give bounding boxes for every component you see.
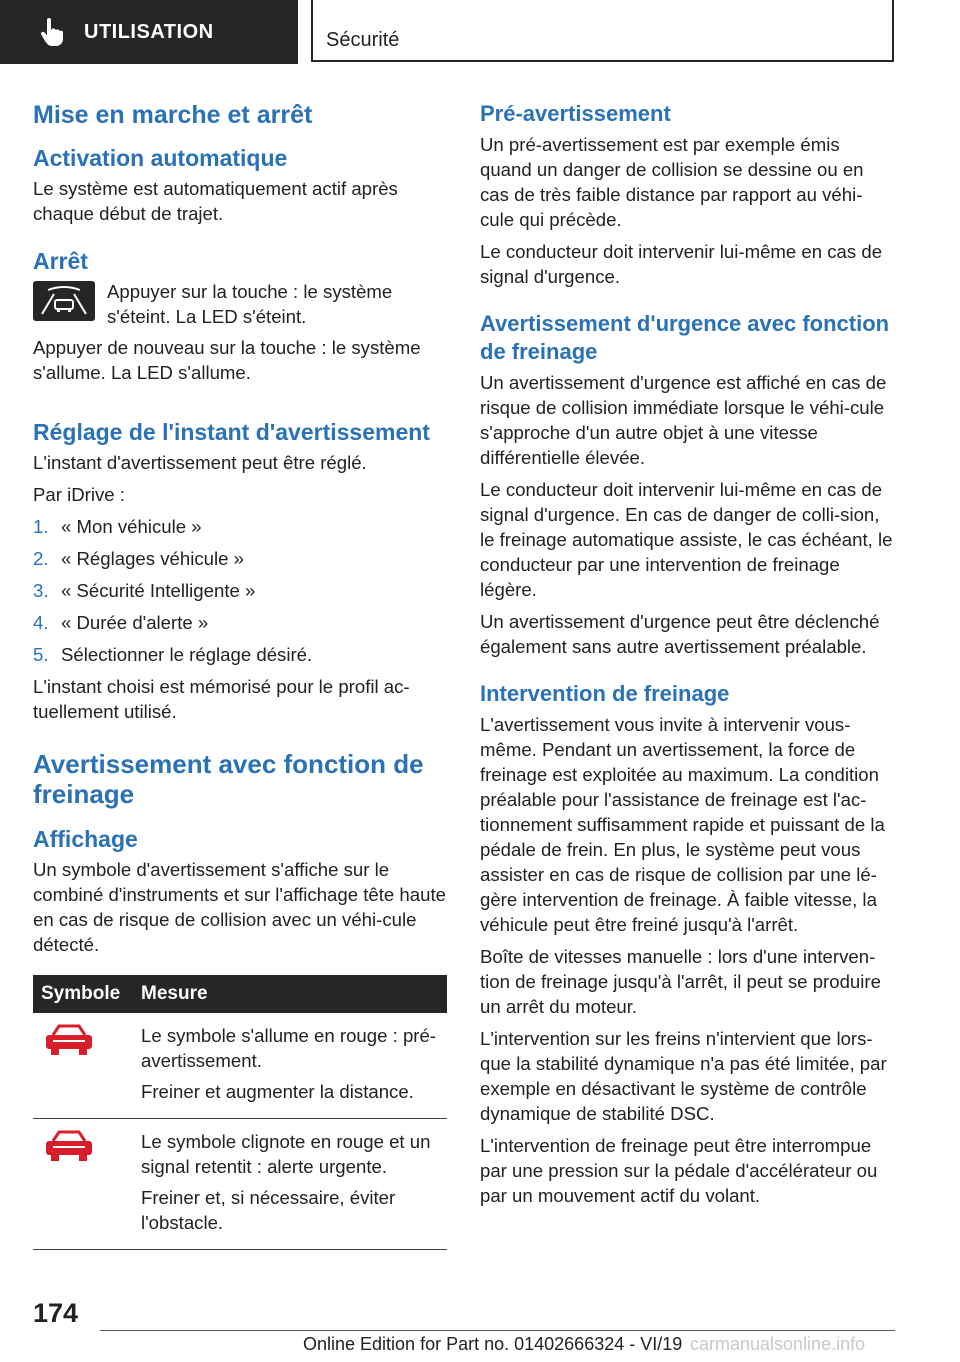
left-column bbox=[33, 100, 447, 1250]
para-auto: Le système est automatiquement actif après chaque début de trajet. bbox=[33, 178, 398, 224]
measure-text: Freiner et augmenter la distance. bbox=[141, 1081, 414, 1102]
page-number: 174 bbox=[33, 1298, 79, 1328]
list-item: 4. « Durée d'alerte » bbox=[33, 612, 209, 633]
section-tab bbox=[0, 0, 298, 64]
section-label: UTILISATION bbox=[84, 20, 214, 43]
car-warning-red-icon bbox=[43, 1044, 95, 1061]
idrive-steps bbox=[33, 514, 447, 667]
list-item: 5. Sélectionner le réglage désiré. bbox=[33, 644, 313, 665]
measure-text: Freiner et, si nécessaire, éviter l'obstacle. bbox=[141, 1187, 396, 1233]
para-pre-2: Le conducteur doit intervenir lui-même en cas de signal d'urgence. bbox=[480, 241, 883, 287]
list-item: 3. « Sécurité Intelligente » bbox=[33, 580, 256, 601]
heading-urgent-warning: Avertissement d'urgence avec fonction de freinage bbox=[480, 311, 890, 364]
para-brake-4: L'intervention de freinage peut être interrompue par une pression sur la pédale d'accélérateur ou par un mouvement actif du volant. bbox=[480, 1135, 878, 1206]
edition-text: Online Edition for Part no. 01402666324 - VI/19 bbox=[303, 1334, 683, 1354]
collision-warning-button-icon bbox=[33, 281, 95, 321]
heading-pre-warning: Pré-avertissement bbox=[480, 101, 671, 126]
para-urgent-2: Le conducteur doit intervenir lui-même en cas de signal d'urgence. En cas de danger de colli-sion, le freinage automatique assiste, le cas échéant, le conducteur par une intervention de freinage légère. bbox=[480, 479, 893, 600]
table-row bbox=[33, 1119, 447, 1250]
heading-auto-activation: Activation automatique bbox=[33, 145, 288, 171]
para-display: Un symbole d'avertissement s'affiche sur le combiné d'instruments et sur l'affichage tête haute en cas de risque de collision avec un véhi-cule détecté. bbox=[33, 859, 446, 955]
para-stop-icon: Appuyer sur la touche : le système s'éteint. La LED s'éteint. bbox=[107, 281, 393, 327]
list-item: 2. « Réglages véhicule » bbox=[33, 548, 244, 569]
symbol-table bbox=[33, 975, 447, 1250]
chapter-title: Sécurité bbox=[326, 29, 400, 51]
measure-text: Le symbole clignote en rouge et un signal retentit : alerte urgente. bbox=[141, 1131, 431, 1177]
table-row bbox=[33, 1013, 447, 1119]
para-brake-1: L'avertissement vous invite à intervenir vous-même. Pendant un avertissement, la force de freinage est exploitée au maximum. La condition préalable pour l'assistance de freinage est l'ac-tionnement suffisamment rapide et puissant de la pédale de frein. En plus, le système peut vous assister en cas de risque de collision par une lé-gère intervention de freinage. À faible vitesse, la véhicule peut être freiné jusqu'à l'arrêt. bbox=[480, 714, 885, 935]
right-column bbox=[480, 100, 895, 1215]
heading-warning-timing: Réglage de l'instant d'avertissement bbox=[33, 419, 430, 445]
heading-braking-intervention: Intervention de freinage bbox=[480, 681, 730, 706]
car-warning-red-flashing-icon bbox=[43, 1150, 95, 1167]
heading-warning-braking: Avertissement avec fonction de freinage bbox=[33, 749, 424, 809]
measure-text: Le symbole s'allume en rouge : pré-avertissement. bbox=[141, 1025, 437, 1071]
col-header-measure: Mesure bbox=[135, 975, 447, 1013]
col-header-symbol: Symbole bbox=[33, 975, 135, 1013]
para-saved: L'instant choisi est mémorisé pour le profil ac-tuellement utilisé. bbox=[33, 676, 410, 722]
footer-divider bbox=[100, 1330, 895, 1331]
para-brake-3: L'intervention sur les freins n'intervient que lors-que la stabilité dynamique n'a pas été limitée, par exemple en désactivant le système de contrôle dynamique de stabilité DSC. bbox=[480, 1028, 887, 1124]
hand-pointer-icon bbox=[40, 18, 66, 46]
stop-instruction bbox=[33, 279, 447, 329]
chapter-box bbox=[311, 0, 894, 62]
heading-start-stop: Mise en marche et arrêt bbox=[33, 101, 313, 129]
para-urgent-3: Un avertissement d'urgence peut être déclenché également sans autre avertissement préalable. bbox=[480, 611, 880, 657]
watermark: carmanualsonline.info bbox=[690, 1334, 866, 1354]
para-urgent-1: Un avertissement d'urgence est affiché en cas de risque de collision immédiate lorsque le véhi-cule s'approche d'un autre objet à une vitesse différentielle élevée. bbox=[480, 372, 887, 468]
para-pre-1: Un pré-avertissement est par exemple émis quand un danger de collision se dessine ou en cas de très faible distance par rapport au véhi-cule qui précède. bbox=[480, 134, 864, 230]
para-idrive: Par iDrive : bbox=[33, 484, 125, 505]
heading-stop: Arrêt bbox=[33, 248, 88, 274]
list-item: 1. « Mon véhicule » bbox=[33, 516, 202, 537]
para-brake-2: Boîte de vitesses manuelle : lors d'une interven-tion de freinage jusqu'à l'arrêt, il peut se produire un arrêt du moteur. bbox=[480, 946, 881, 1017]
para-stop-again: Appuyer de nouveau sur la touche : le système s'allume. La LED s'allume. bbox=[33, 337, 421, 383]
heading-display: Affichage bbox=[33, 826, 138, 852]
para-timing: L'instant d'avertissement peut être réglé. bbox=[33, 452, 367, 473]
